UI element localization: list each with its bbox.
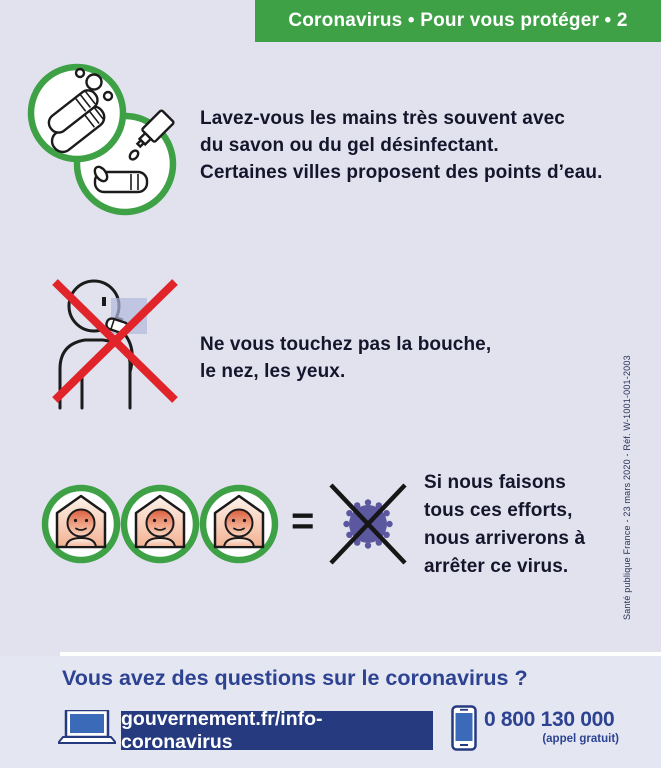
phone-free-note: (appel gratuit) <box>542 733 619 745</box>
crossed-virus-icon <box>324 480 412 568</box>
credit-reference: Santé publique France - 23 mars 2020 - Réf. W-1001-001-2003 <box>622 355 632 620</box>
wash-hands-icon <box>18 56 186 224</box>
no-touch-face-icon <box>45 272 185 412</box>
title-banner: Coronavirus • Pour vous protéger • 2 <box>255 0 661 42</box>
divider-line <box>60 652 661 656</box>
equals-sign: = <box>291 499 315 543</box>
laptop-icon <box>58 710 116 746</box>
stop-virus-text: Si nous faisons tous ces efforts, nous arriverons à arrêter ce virus. <box>424 472 586 577</box>
phone-number: 0 800 130 000 <box>484 708 615 731</box>
stay-home-icon <box>120 484 200 564</box>
phone-info <box>484 708 629 745</box>
info-url-button[interactable]: gouvernement.fr/info-coronavirus <box>121 711 433 750</box>
no-touch-face-text: Ne vous touchez pas la bouche, le nez, les yeux. <box>200 334 492 382</box>
stay-home-icon <box>41 484 121 564</box>
wash-hands-text: Lavez-vous les mains très souvent avec du savon ou du gel désinfectant. Certaines villes proposent des points d’eau. <box>200 108 603 183</box>
stay-home-icon <box>199 484 279 564</box>
footer-question: Vous avez des questions sur le coronavirus ? <box>62 666 528 690</box>
smartphone-icon <box>451 705 477 751</box>
